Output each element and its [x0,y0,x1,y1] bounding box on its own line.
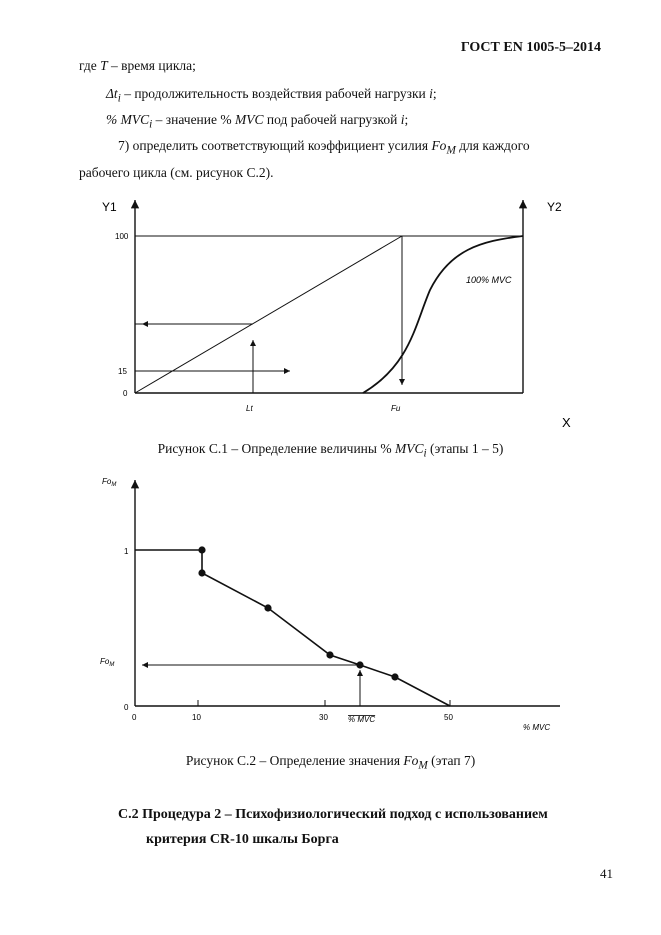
variable: i [400,112,405,127]
x-tick-label: 10 [192,713,201,722]
data-point [326,651,333,658]
text-fragment: – время цикла; [107,58,196,73]
x-tick-label: 0 [132,713,137,722]
variable: % MVC [106,112,150,127]
text-line-5: рабочего цикла (см. рисунок С.2). [79,165,274,180]
variable: MVC [235,112,264,127]
data-point [391,673,398,680]
page-number: 41 [600,866,613,881]
tick-15: 15 [118,367,127,376]
tick-y1: 1 [124,547,129,556]
tick-y0: 0 [124,703,129,712]
figure-c2-caption [0,753,661,772]
text-line-2 [106,86,437,105]
text-fragment: для каждого [455,138,530,153]
data-point [198,569,205,576]
subscript: i [149,118,153,131]
text-fragment: под рабочей нагрузкой [263,112,401,127]
x-label: X [562,415,571,430]
subscript: M [446,144,456,157]
x-tick-label: 30 [319,713,328,722]
caption-subscript: i [423,447,427,460]
y1-label: Y1 [102,200,117,214]
text-fragment: ; [432,86,437,101]
tick-0: 0 [123,389,128,398]
text-fragment: – продолжительность воздействия рабочей нагрузки [120,86,430,101]
text-line-1 [79,58,196,74]
curve-label: 100% MVC [466,275,512,285]
text-fragment: 7) определить соответствующий коэффициент усилия [118,138,432,153]
fu-label: Fu [391,404,401,413]
caption-text: Рисунок С.2 – Определение значения [185,753,404,768]
text-line-3 [106,112,408,131]
section-heading-line-1: С.2 Процедура 2 – Психофизиологический подход с использованием [118,807,548,822]
caption-text: (этапы 1 – 5) [426,441,504,456]
tick-yfom: $Fo_M$ [100,657,115,668]
variable: Δt [106,86,118,101]
variable: T [100,58,108,73]
figure-c1 [90,195,590,435]
figure-c2 [90,470,580,740]
y2-label: Y2 [547,200,562,214]
tick-100: 100 [115,232,129,241]
caption-subscript: M [418,759,428,772]
caption-variable: MVC [394,441,424,456]
data-point [198,546,205,553]
caption-text: (этап 7) [427,753,476,768]
x-tick-label: 50 [444,713,453,722]
variable: i [429,86,433,101]
caption-text: Рисунок С.1 – Определение величины % [157,441,395,456]
document-header: ГОСТ EN 1005-5–2014 [460,40,601,55]
text-fragment: ; [404,112,409,127]
text-fragment: где [79,58,101,73]
lt-label: Lt [246,404,253,413]
text-line-4 [118,138,613,157]
diagonal-line [135,236,402,393]
data-point [264,604,271,611]
caption-variable: Fo [403,753,419,768]
curve-100-mvc [363,236,523,393]
figure-c1-caption [0,441,661,460]
mvc-mark: % MVC [348,715,376,724]
text-fragment: – значение % [152,112,235,127]
y-label: $Fo_M$ [102,477,117,488]
fom-polyline [135,550,450,706]
variable: Fo [431,138,447,153]
x-label: % MVC [523,723,551,732]
subscript: i [117,92,121,105]
section-heading-line-2: критерия CR-10 шкалы Борга [146,832,339,847]
